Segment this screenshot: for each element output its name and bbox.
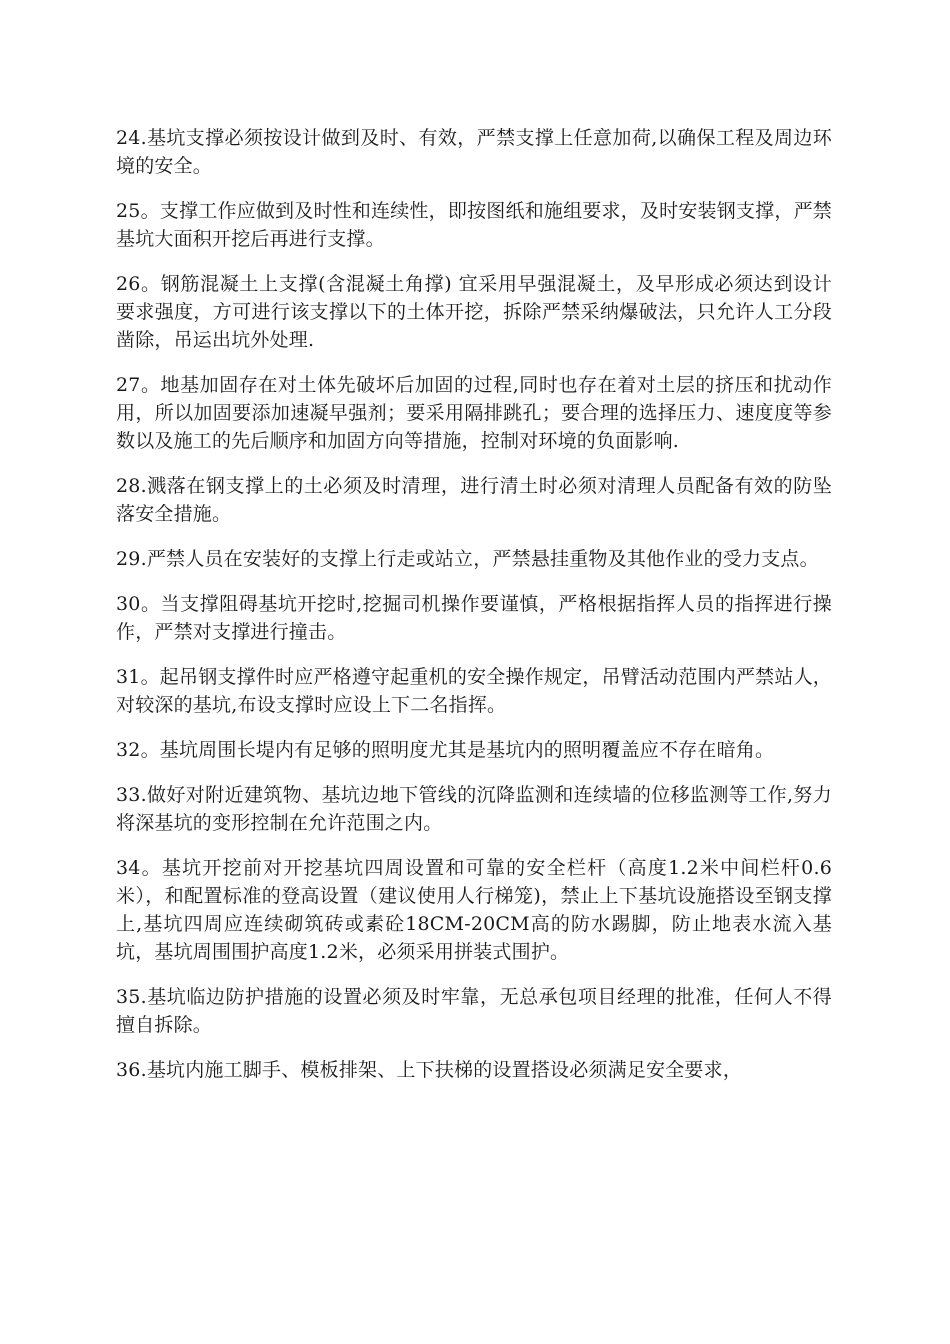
paragraph-34: 34。基坑开挖前对开挖基坑四周设置和可靠的安全栏杆（高度1.2米中间栏杆0.6米），和配置标准的登高设置（建议使用人行梯笼)，禁止上下基坑设施搭设至钢支撑上,基坑四周应连续砌筑砖或素砼18CM-20CM高的防水踢脚，防止地表水流入基坑，基坑周围围护高度1.2米，必须采用拼装式围护。 — [116, 857, 832, 963]
paragraph-26: 26。钢筋混凝土上支撑(含混凝土角撑) 宜采用早强混凝土，及早形成必须达到设计要求强度，方可进行该支撑以下的土体开挖，拆除严禁采纳爆破法，只允许人工分段凿除，吊运出坑外处理. — [116, 273, 832, 351]
paragraph-30: 30。当支撑阻碍基坑开挖时,挖掘司机操作要谨慎，严格根据指挥人员的指挥进行操作，严禁对支撑进行撞击。 — [116, 593, 832, 643]
document-page — [116, 124, 832, 1101]
paragraph-24: 24.基坑支撑必须按设计做到及时、有效，严禁支撑上任意加荷,以确保工程及周边环境的安全。 — [116, 127, 832, 177]
paragraph-32: 32。基坑周围长堤内有足够的照明度尤其是基坑内的照明覆盖应不存在暗角。 — [116, 739, 775, 761]
paragraph-28: 28.溅落在钢支撑上的土必须及时清理，进行清土时必须对清理人员配备有效的防坠落安全措施。 — [116, 475, 832, 525]
paragraph-36: 36.基坑内施工脚手、模板排架、上下扶梯的设置搭设必须满足安全要求， — [116, 1059, 743, 1081]
paragraph-25: 25。支撑工作应做到及时性和连续性，即按图纸和施组要求，及时安装钢支撑，严禁基坑大面积开挖后再进行支撑。 — [116, 200, 832, 250]
paragraph-33: 33.做好对附近建筑物、基坑边地下管线的沉降监测和连续墙的位移监测等工作,努力将深基坑的变形控制在允许范围之内。 — [116, 784, 832, 834]
paragraph-29: 29.严禁人员在安装好的支撑上行走或站立，严禁悬挂重物及其他作业的受力支点。 — [116, 548, 819, 570]
paragraph-35: 35.基坑临边防护措施的设置必须及时牢靠，无总承包项目经理的批准，任何人不得擅自拆除。 — [116, 986, 832, 1036]
paragraph-31: 31。起吊钢支撑件时应严格遵守起重机的安全操作规定，吊臂活动范围内严禁站人，对较深的基坑,布设支撑时应设上下二名指挥。 — [116, 666, 832, 716]
paragraph-27: 27。地基加固存在对土体先破坏后加固的过程,同时也存在着对土层的挤压和扰动作用，所以加固要添加速凝早强剂；要采用隔排跳孔；要合理的选择压力、速度度等参数以及施工的先后顺序和加固方向等措施，控制对环境的负面影响. — [116, 374, 832, 452]
